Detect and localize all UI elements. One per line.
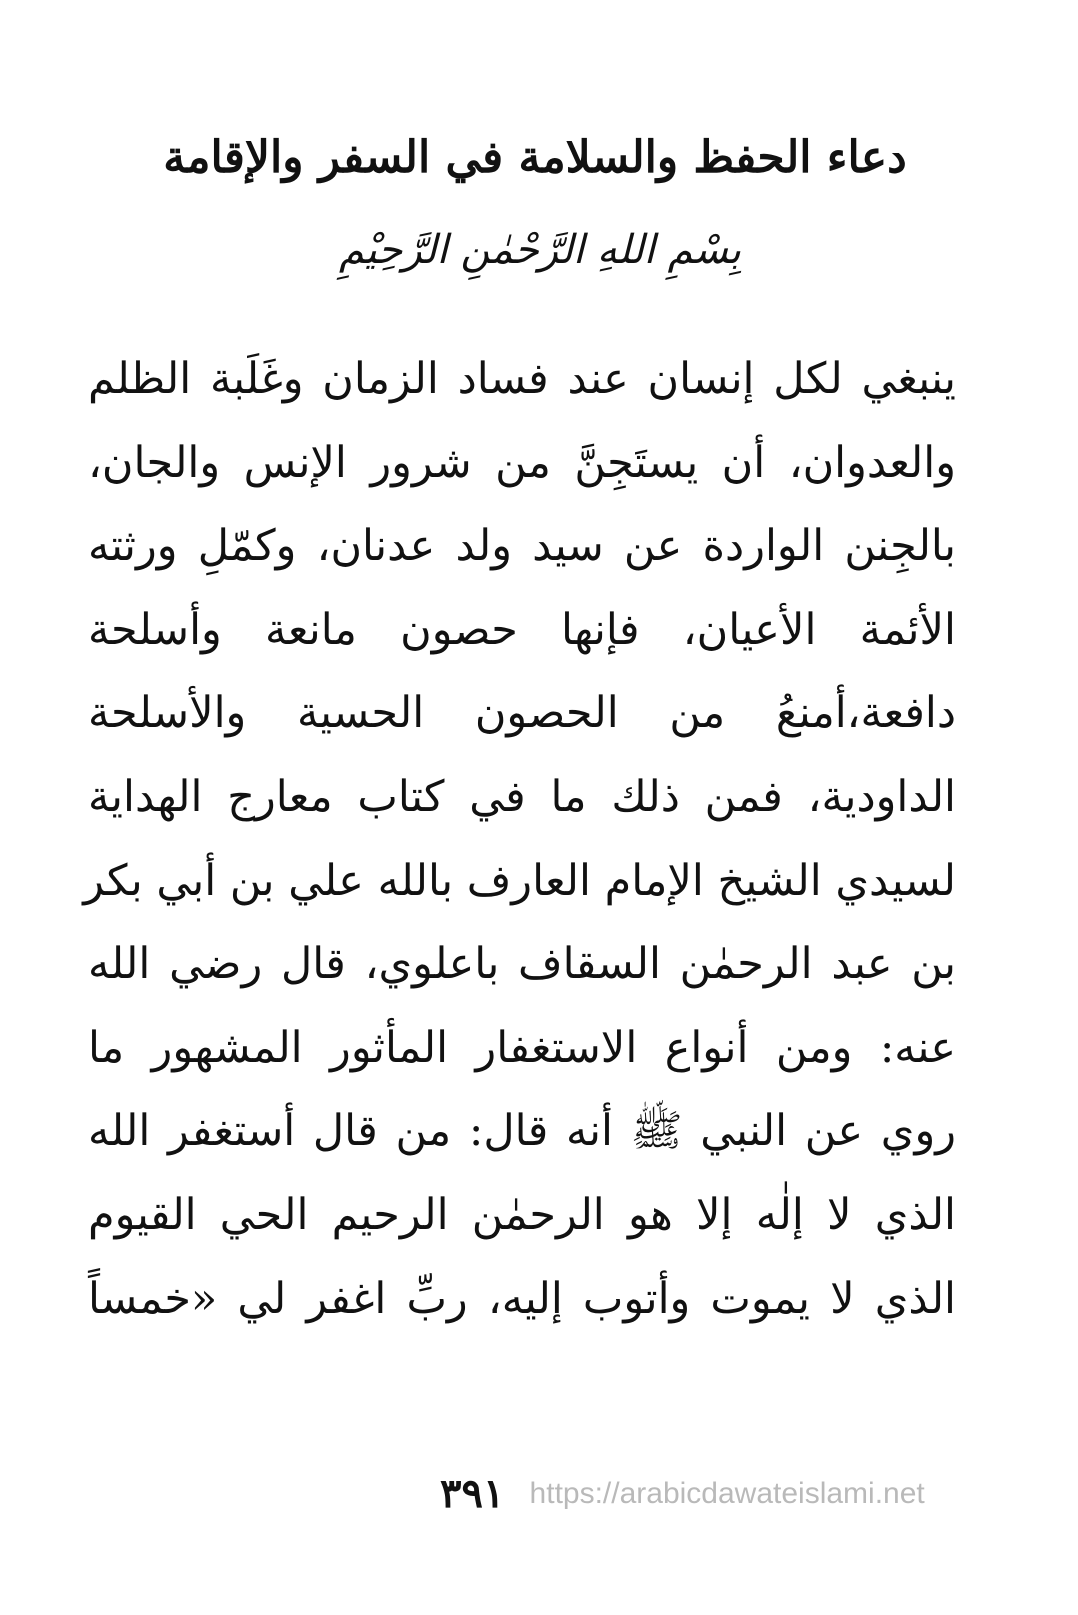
text-line: الذي لا إلٰه إلا هو الرحمٰن الرحيم الحي القيوم <box>88 1189 956 1240</box>
text-line: الذي لا يموت وأتوب إليه، ربِّ اغفر لي «خمساً <box>88 1273 956 1324</box>
text-line: بالجِنن الواردة عن سيد ولد عدنان، وكمّلِ ورثته <box>88 521 956 572</box>
text-line: ينبغي لكل إنسان عند فساد الزمان وغَلَبة الظلم <box>88 354 956 404</box>
text-line: الداودية، فمن ذلك ما في كتاب معارج الهداية <box>88 771 956 822</box>
text-line: الأئمة الأعيان، فإنها حصون مانعة وأسلحة <box>88 604 956 655</box>
body-text <box>83 338 956 1341</box>
text-line: دافعة،أمنعُ من الحصون الحسية والأسلحة <box>88 688 956 739</box>
page-footer <box>440 1470 925 1520</box>
text-line: والعدوان، أن يستَجِنَّ من شرور الإنس والجان، <box>88 437 956 488</box>
text-line: لسيدي الشيخ الإمام العارف بالله علي بن أبي بكر <box>83 855 956 906</box>
text-line: روي عن النبي ﷺ أنه قال: من قال أستغفر الله <box>88 1106 956 1157</box>
watermark-url: https://arabicdawateislami.net <box>529 1476 925 1510</box>
basmala-calligraphy: بِسْمِ اللهِ الرَّحْمٰنِ الرَّحِيْمِ <box>338 227 742 273</box>
text-line: بن عبد الرحمٰن السقاف باعلوي، قال رضي الله <box>88 939 956 990</box>
page-number: ٣٩١ <box>440 1470 505 1517</box>
page-title: دعاء الحفظ والسلامة في السفر والإقامة <box>163 132 907 183</box>
text-line: عنه: ومن أنواع الاستغفار المأثور المشهور ما <box>88 1022 956 1073</box>
